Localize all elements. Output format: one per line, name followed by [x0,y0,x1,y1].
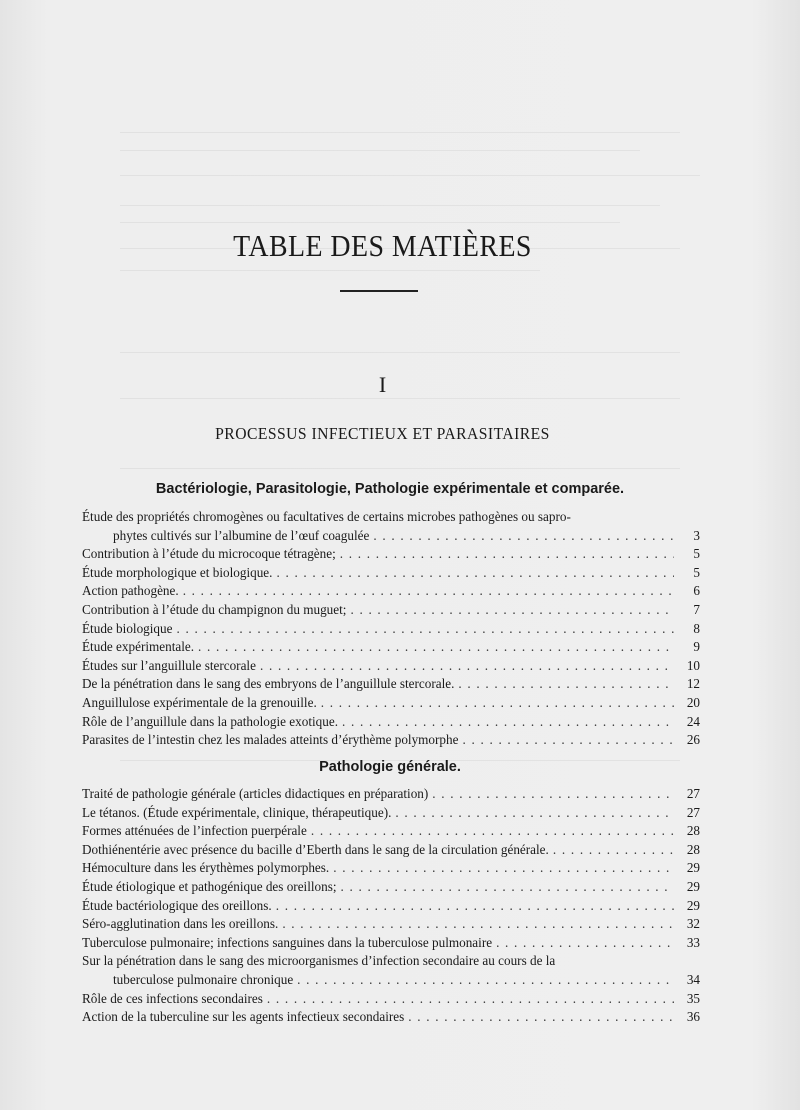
toc-page-number: 28 [686,823,700,839]
toc-list-pathologie-generale [82,786,700,1028]
toc-entry-text: Rôle de l’anguillule dans la pathologie exotique. [82,713,338,729]
toc-page-number: 29 [686,860,700,876]
toc-page-number: 10 [686,657,700,673]
toc-entry[interactable] [82,991,700,1010]
toc-entry[interactable] [82,916,700,935]
toc-entry-text: Action pathogène. [82,583,179,599]
toc-entry[interactable] [82,842,700,861]
toc-entry-text: Séro-agglutination dans les oreillons. [82,916,279,932]
toc-page-number: 12 [686,676,700,692]
leader-dots [267,991,674,1007]
toc-entry[interactable] [82,639,700,658]
toc-entry[interactable] [82,565,700,584]
toc-entry-text: Parasites de l’intestin chez les malades atteints d’érythème polymorphe [82,732,459,748]
toc-entry-text: Contribution à l’étude du champignon du muguet; [82,601,347,617]
toc-page-number: 29 [686,897,700,913]
leader-dots [342,714,674,730]
toc-entry-line1: Sur la pénétration dans le sang des microorganismes d’infection secondaire au cours de la [82,953,556,969]
leader-dots [276,565,674,581]
toc-entry[interactable] [82,546,700,565]
toc-entry[interactable] [82,898,700,917]
toc-page-number: 32 [686,916,700,932]
toc-page-number: 7 [693,601,700,617]
leader-dots [276,898,674,914]
toc-entry-text: Étude bactériologique des oreillons. [82,897,272,913]
leader-dots [297,972,674,988]
toc-entry-text: Traité de pathologie générale (articles didactiques en préparation) [82,786,429,801]
toc-entry[interactable] [82,714,700,733]
toc-page-number: 28 [686,841,700,857]
toc-page-number: 8 [693,620,700,636]
toc-entry[interactable] [82,786,700,805]
leader-dots [395,805,674,821]
leader-dots [462,732,674,748]
toc-entry[interactable] [82,695,700,714]
toc-entry[interactable] [82,658,700,677]
leader-dots [282,916,674,932]
toc-entry-text: Formes atténuées de l’infection puerpérale [82,823,307,839]
leader-dots [341,879,674,895]
toc-entry[interactable] [82,676,700,695]
toc-page-number: 34 [686,971,700,987]
leader-dots [333,860,674,876]
toc-page-number: 36 [686,1009,700,1025]
title-divider [340,290,418,292]
leader-dots [350,602,674,618]
toc-entry-text: Étude morphologique et biologique. [82,564,273,580]
toc-entry-text: Le tétanos. (Étude expérimentale, clinique, thérapeutique). [82,804,392,820]
toc-page-number: 20 [686,694,700,710]
toc-page-number: 33 [686,934,700,950]
toc-entry-text: phytes cultivés sur l’albumine de l’œuf coagulée [113,527,370,543]
leader-dots [408,1009,674,1025]
toc-page-number: 26 [686,732,700,748]
toc-entry-line1: Étude des propriétés chromogènes ou facultatives de certains microbes pathogènes ou sapro- [82,509,571,524]
page-title: TABLE DES MATIÈRES [233,228,532,263]
toc-page-number: 9 [693,639,700,655]
toc-entry-text: Étude biologique [82,620,173,636]
toc-entry-text: Dothiénentérie avec présence du bacille d’Eberth dans le sang de la circulation générale. [82,841,549,857]
leader-dots [496,935,674,951]
part-number: I [378,372,387,397]
leader-dots [553,842,674,858]
toc-entry-text: Hémoculture dans les érythèmes polymorphes. [82,860,330,876]
toc-entry[interactable] [82,621,700,640]
toc-entry[interactable] [82,879,700,898]
toc-page-number: 3 [693,527,700,543]
leader-dots [321,695,674,711]
toc-page-number: 5 [693,564,700,580]
part-title: PROCESSUS INFECTIEUX ET PARASITAIRES [215,424,550,443]
toc-list-bacteriologie [82,509,700,751]
toc-entry[interactable] [82,823,700,842]
toc-entry[interactable] [82,602,700,621]
section-heading-bacteriologie: Bactériologie, Parasitologie, Pathologie expérimentale et comparée. [155,481,625,497]
toc-page-number: 5 [693,546,700,562]
toc-entry-text: Étude expérimentale. [82,639,195,655]
section-heading-pathologie-generale: Pathologie générale. [319,759,461,775]
toc-entry-text: Anguillulose expérimentale de la grenouille. [82,694,317,710]
toc-entry-text: Étude étiologique et pathogénique des oreillons; [82,878,337,894]
toc-entry[interactable] [82,805,700,824]
toc-entry-text: Études sur l’anguillule stercorale [82,657,256,673]
toc-entry-text: tuberculose pulmonaire chronique [113,971,294,987]
toc-entry-text: Rôle de ces infections secondaires [82,990,263,1006]
toc-page-number: 24 [686,713,700,729]
leader-dots [458,676,674,692]
leader-dots [373,528,674,544]
toc-page-number: 35 [686,990,700,1006]
toc-entry[interactable] [82,1009,700,1028]
toc-entry-text: Contribution à l’étude du microcoque tétragène; [82,546,336,562]
leader-dots [198,639,674,655]
toc-page-number: 29 [686,878,700,894]
toc-page-number: 27 [686,786,700,801]
leader-dots [432,786,674,802]
toc-entry-text: Action de la tuberculine sur les agents infectieux secondaires [82,1009,405,1025]
toc-page-number: 27 [686,804,700,820]
toc-entry[interactable] [82,732,700,751]
toc-entry[interactable] [82,972,700,991]
leader-dots [311,823,674,839]
toc-page-number: 6 [693,583,700,599]
leader-dots [260,658,674,674]
toc-entry[interactable] [82,528,700,547]
toc-entry[interactable] [82,935,700,954]
toc-entry[interactable] [82,583,700,602]
leader-dots [340,546,674,562]
leader-dots [183,583,674,599]
toc-entry-text: Tuberculose pulmonaire; infections sanguines dans la tuberculose pulmonaire [82,934,493,950]
toc-entry-text: De la pénétration dans le sang des embryons de l’anguillule stercorale. [82,676,455,692]
leader-dots [176,621,674,637]
toc-entry[interactable] [82,860,700,879]
